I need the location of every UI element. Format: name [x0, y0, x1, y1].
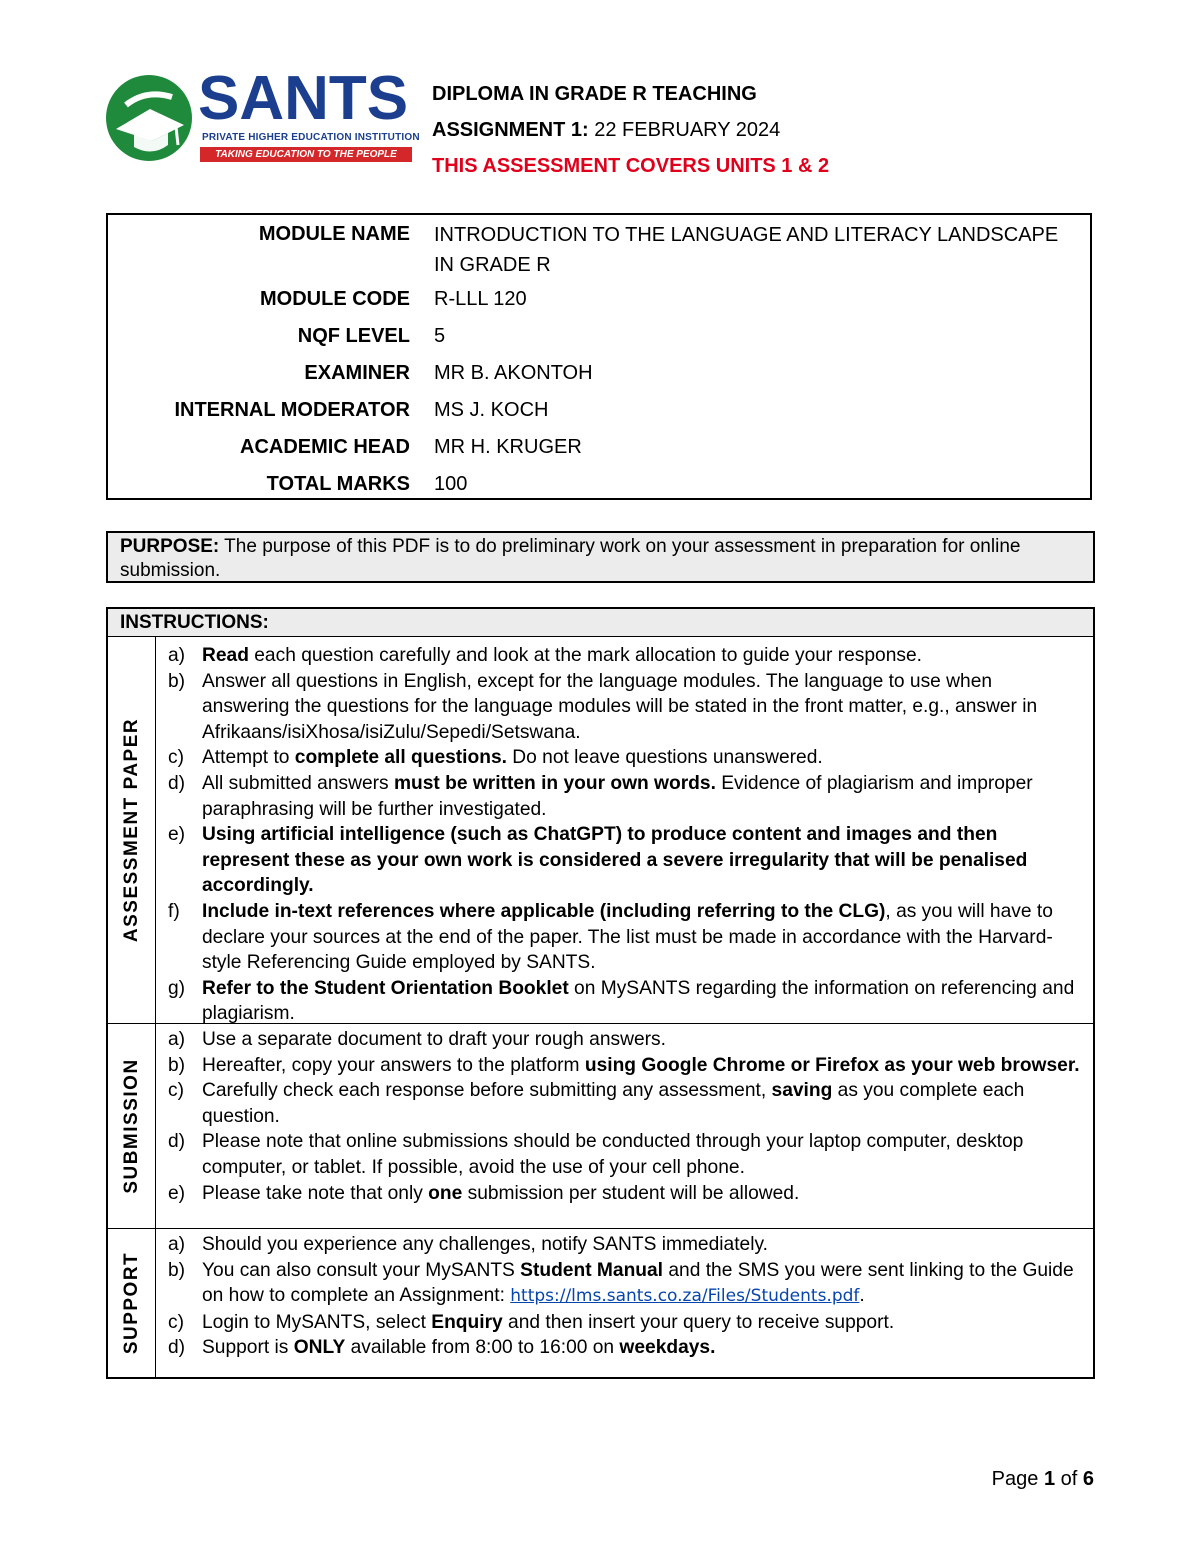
document-header: [432, 76, 829, 184]
item-emphasis: weekdays.: [619, 1337, 716, 1359]
item-letter: d): [168, 1131, 186, 1153]
instructions-heading: INSTRUCTIONS:: [108, 609, 1093, 637]
instruction-item: [168, 1053, 1083, 1079]
item-text: Evidence of plagiarism and improper paraphrasing will be further investigated.: [202, 772, 1033, 820]
item-text: available from 8:00 to 16:00 on: [345, 1337, 620, 1359]
submission-section: [108, 1024, 1093, 1229]
instruction-item: [168, 745, 1083, 771]
item-emphasis: saving: [771, 1080, 833, 1102]
item-text: Attempt to: [202, 747, 295, 769]
module-value: INTRODUCTION TO THE LANGUAGE AND LITERACY LANDSCAPE IN GRADE R: [434, 224, 1059, 276]
item-text: and then insert your query to receive support.: [502, 1311, 895, 1333]
module-value: R-LLL 120: [434, 288, 527, 310]
module-label: MODULE CODE: [260, 288, 410, 310]
instruction-item: [168, 976, 1083, 1027]
item-letter: c): [168, 1311, 184, 1333]
item-text: Use a separate document to draft your rough answers.: [202, 1029, 666, 1050]
instruction-item: [168, 771, 1083, 822]
module-label: NQF LEVEL: [297, 325, 410, 347]
coverage-note: THIS ASSESSMENT COVERS UNITS 1 & 2: [432, 155, 830, 177]
section-title: ASSESSMENT PAPER: [120, 717, 142, 943]
item-text: .: [859, 1285, 865, 1307]
sants-logo: [106, 64, 420, 164]
item-text: All submitted answers: [202, 772, 394, 794]
item-text: Hereafter, copy your answers to the platform: [202, 1054, 585, 1076]
item-letter: e): [168, 824, 186, 846]
item-emphasis: Include in-text references where applicable (including referring to the CLG): [202, 900, 886, 922]
item-text: Please note that online submissions should be conducted through your laptop computer, desktop computer, or tablet. If possible, avoid the use of your cell phone.: [202, 1131, 1024, 1178]
section-title: SUPPORT: [120, 1251, 142, 1355]
item-emphasis: Enquiry: [431, 1311, 503, 1333]
programme-title: DIPLOMA IN GRADE R TEACHING: [432, 83, 757, 105]
item-letter: e): [168, 1182, 186, 1204]
item-emphasis: Refer to the Student Orientation Booklet: [202, 977, 569, 999]
instruction-item: [168, 1181, 1083, 1207]
module-value: MR B. AKONTOH: [434, 362, 593, 384]
item-emphasis: Using artificial intelligence (such as ChatGPT) to produce content and images and then represent these as your own work is considered a severe irregularity that will be penalised accordingly.: [202, 824, 1028, 897]
module-value: MR H. KRUGER: [434, 436, 582, 458]
purpose-text: The purpose of this PDF is to do preliminary work on your assessment in preparation for online submission.: [120, 536, 1021, 581]
item-letter: f): [168, 900, 180, 922]
instruction-item: [168, 1335, 1083, 1361]
item-letter: a): [168, 1029, 186, 1050]
assessment-paper-section: [108, 637, 1093, 1024]
item-text: Carefully check each response before submitting any assessment,: [202, 1080, 772, 1102]
item-emphasis: one: [428, 1182, 463, 1204]
item-text: on MySANTS regarding the information on referencing and plagiarism.: [202, 977, 1075, 1025]
instruction-item: [168, 899, 1083, 976]
item-letter: b): [168, 1259, 186, 1281]
instruction-item: [168, 669, 1083, 746]
item-letter: d): [168, 1337, 186, 1359]
item-text: submission per student will be allowed.: [462, 1182, 800, 1204]
item-text: and the SMS you were sent linking to the Guide on how to complete an Assignment:: [202, 1259, 1074, 1307]
item-text: Answer all questions in English, except for the language modules. The language to use when answering the questions for the language modules will be stated in the front matter, e.g., answer in Afrikaans/isiXhosa/isiZulu/Sepedi/Setswana.: [202, 670, 1038, 743]
item-text: each question carefully and look at the mark allocation to guide your response.: [248, 645, 922, 666]
section-side-label: [108, 637, 156, 1023]
module-value: 100: [434, 473, 468, 495]
module-label: TOTAL MARKS: [266, 473, 410, 495]
instruction-item: [168, 1027, 1083, 1053]
instruction-item: [168, 643, 1083, 669]
item-text: Should you experience any challenges, notify SANTS immediately.: [202, 1234, 768, 1255]
instruction-item: [168, 1258, 1083, 1310]
item-emphasis: Student Manual: [520, 1259, 664, 1281]
item-emphasis: using Google Chrome or Firefox as your web browser.: [584, 1054, 1080, 1076]
item-letter: a): [168, 1234, 186, 1255]
item-letter: b): [168, 1054, 186, 1076]
logo-subtitle: PRIVATE HIGHER EDUCATION INSTITUTION: [202, 132, 420, 143]
module-label: MODULE NAME: [258, 223, 410, 245]
item-text: as you complete each question.: [202, 1080, 1025, 1127]
item-emphasis: complete all questions.: [294, 747, 507, 769]
instruction-item: [168, 822, 1083, 899]
item-letter: g): [168, 977, 186, 999]
logo-tagline: TAKING EDUCATION TO THE PEOPLE: [200, 147, 412, 162]
purpose-label: PURPOSE:: [120, 536, 220, 557]
instruction-item: [168, 1310, 1083, 1336]
item-letter: a): [168, 645, 186, 666]
module-value: MS J. KOCH: [434, 399, 549, 421]
item-text: , as you will have to declare your sources at the end of the paper. The list must be made in accordance with the Harvard-style Referencing Guide employed by SANTS.: [202, 900, 1053, 974]
item-text: Support is: [202, 1337, 294, 1359]
instruction-item: [168, 1232, 1083, 1258]
item-letter: d): [168, 772, 186, 794]
purpose-box: [106, 531, 1095, 583]
support-section: [108, 1229, 1093, 1377]
module-value: 5: [434, 325, 446, 347]
item-emphasis: ONLY: [293, 1337, 346, 1359]
item-letter: c): [168, 747, 184, 769]
item-text: You can also consult your MySANTS: [202, 1259, 521, 1281]
guide-link[interactable]: https://lms.sants.co.za/Files/Students.pdf: [510, 1286, 860, 1307]
page-number: Page 1 of 6: [991, 1468, 1094, 1490]
module-label: ACADEMIC HEAD: [240, 436, 410, 458]
module-label: EXAMINER: [304, 362, 410, 384]
logo-wordmark: SANTS: [198, 64, 409, 133]
section-side-label: [108, 1229, 156, 1377]
item-text: Login to MySANTS, select: [202, 1311, 432, 1333]
instructions-table: [106, 607, 1095, 1379]
graduation-cap-icon: [106, 75, 192, 161]
module-info-table: [106, 213, 1092, 500]
instruction-item: [168, 1078, 1083, 1129]
section-title: SUBMISSION: [120, 1058, 142, 1194]
item-letter: b): [168, 670, 186, 692]
section-side-label: [108, 1024, 156, 1228]
item-text: Please take note that only: [202, 1182, 429, 1204]
module-label: INTERNAL MODERATOR: [174, 399, 410, 421]
item-letter: c): [168, 1080, 184, 1102]
assignment-line: ASSIGNMENT 1: 22 FEBRUARY 2024: [432, 119, 781, 141]
item-emphasis: Read: [202, 645, 249, 666]
item-emphasis: must be written in your own words.: [393, 772, 716, 794]
item-text: Do not leave questions unanswered.: [506, 747, 823, 769]
instruction-item: [168, 1129, 1083, 1180]
